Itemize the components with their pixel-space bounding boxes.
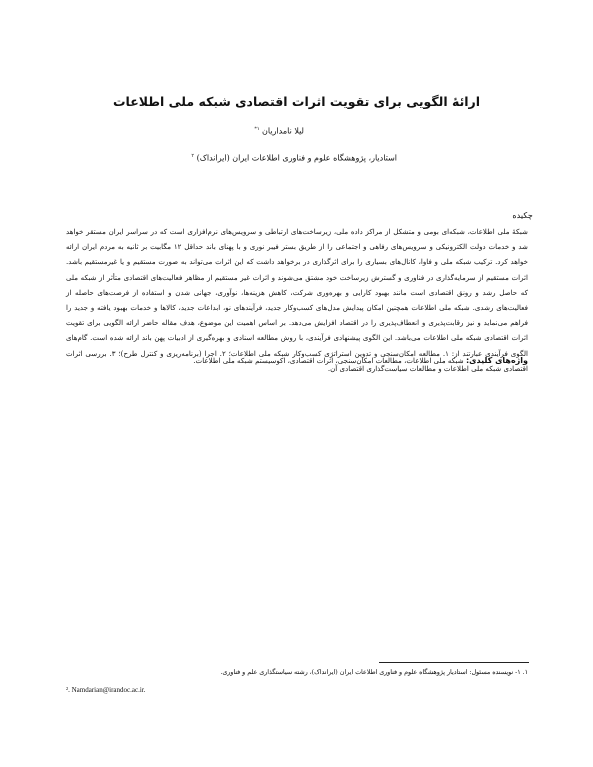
- keywords-text: شبکه ملی اطلاعات، مطالعات امکان‌سنجی، اثرات اقتصادی، اکوسیستم شبکه ملی اطلاعات.: [193, 356, 464, 365]
- author-line: [254, 126, 304, 136]
- affiliation-line: [191, 153, 397, 163]
- abstract-heading: چکیده: [512, 210, 533, 220]
- footnote-email: ². Namdarian@irandoc.ac.ir.: [66, 686, 146, 694]
- footnote-author: ۱. ۱- نویسنده مسئول: استادیار پژوهشگاه علوم و فناوری اطلاعات ایران (ایرانداک)، رشته سیاستگذاری علم و فناوری.: [220, 669, 528, 676]
- footnote-divider: [379, 662, 529, 663]
- keywords-line: [66, 354, 528, 368]
- abstract-body: شبکهٔ ملی اطلاعات، شبکه‌ای بومی و متشکل از مراکز داده ملی، زیرساخت‌های ارتباطی و سرویس‌های نرم‌افزاری است که در سراسر ایران مستقر خواهد شد و خدمات دولت الکترونیکی و سرویس‌های رفاهی و اجتماعی را از طریق بستر فیبر نوری و با پهنای باند حداقل ۱۲ مگابیت بر ثانیه به مردم ایران ارائه خواهد کرد. ترکیب شبکه ملی و فاوا، کانال‌های بسیاری را برای اثرگذاری در برخواهد داشت که این اثرات می‌تواند به صورت مستقیم و یا غیرمستقیم باشد. اثرات مستقیم از سرمایه‌گذاری در فناوری و گسترش زیرساخت خود مشتق می‌شوند و اثرات غیر مستقیم از مظاهر فعالیت‌های اقتصادی متأثر از شبکه ملی که حاصل رشد و رونق اقتصادی است مانند بهبود کارایی و بهره‌وری شرکت، کاهش هزینه‌ها، نوآوری، جهانی شدن و استفاده از فرصت‌های حاصله از فعالیت‌های رشدی. شبکه ملی اطلاعات همچنین امکان پیدایش مدل‌های کسب‌وکار جدید، فرآیندهای نو، ابداعات جدید، کالاها و خدمات بهبود یافته و جدید را فراهم می‌نماید و نیز رقابت‌پذیری و انعطاف‌پذیری را در اقتصاد افزایش می‌دهد. بر اساس اهمیت این موضوع، هدف مقاله حاضر ارائه الگویی برای تقویت اثرات اقتصادی شبکه ملی اطلاعات می‌باشد. این الگوی پیشنهادی فرآیندی، با روش مطالعه اسنادی و بهره‌گیری از ادبیات پهن باند ارائه شده است. گام‌های الگوی فرآیندی عبارتند از: ۱. مطالعه امکان‌سنجی و تدوین استراتژی کسب‌وکار شبکه ملی اطلاعات؛ ۲. اجرا (برنامه‌ریزی و کنترل طرح)؛ ۳. بررسی اثرات اقتصادی شبکه ملی اطلاعات و مطالعات سیاست‌گذاری اقتصادی آن.: [66, 227, 528, 373]
- keywords-label: واژه‌های کلیدی:: [465, 356, 528, 365]
- affiliation-marker: ۲: [191, 153, 195, 159]
- author-name: لیلا نامداریان: [262, 126, 304, 136]
- affiliation-text: استادیار، پژوهشگاه علوم و فناوری اطلاعات ایران (ایرانداک): [196, 153, 397, 163]
- author-marker: ۱*: [254, 126, 260, 132]
- paper-title: ارائهٔ الگویی برای تقویت اثرات اقتصادی شبکه ملی اطلاعات: [112, 94, 481, 109]
